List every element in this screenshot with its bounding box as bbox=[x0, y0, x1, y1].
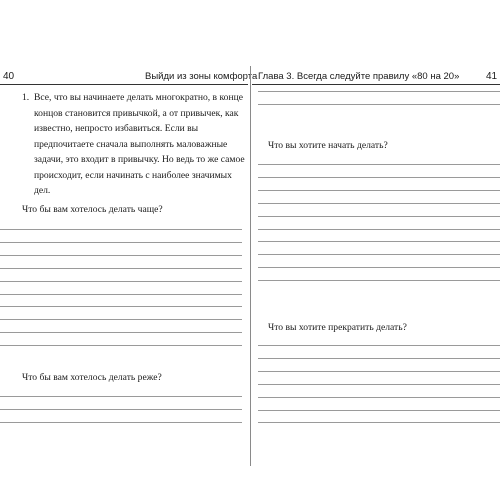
writing-line bbox=[0, 319, 242, 320]
writing-line bbox=[0, 281, 242, 282]
writing-line bbox=[258, 280, 500, 281]
writing-line bbox=[0, 242, 242, 243]
writing-line bbox=[0, 396, 242, 397]
writing-line bbox=[0, 229, 242, 230]
writing-line bbox=[0, 345, 242, 346]
writing-line bbox=[0, 306, 242, 307]
writing-line bbox=[258, 397, 500, 398]
writing-line bbox=[258, 241, 500, 242]
writing-line bbox=[0, 255, 242, 256]
writing-line bbox=[258, 358, 500, 359]
writing-line bbox=[258, 267, 500, 268]
list-item-text: Все, что вы начинаете делать многократно, в конце концов становится привычкой, а от привычек, как известно, непросто избавиться. Если вы предпочитаете сначала выполнять маловажные задачи, это входит в привычку. Но ведь то же самое происходит, если начинать с наиболее значимых дел. bbox=[34, 92, 245, 196]
writing-line bbox=[258, 371, 500, 372]
writing-line bbox=[258, 422, 500, 423]
question-start-doing: Что вы хотите начать делать? bbox=[268, 140, 388, 151]
writing-line bbox=[258, 104, 500, 105]
question-do-more: Что бы вам хотелось делать чаще? bbox=[22, 204, 163, 215]
writing-line bbox=[258, 190, 500, 191]
list-item-number: 1. bbox=[22, 92, 30, 103]
writing-line bbox=[258, 216, 500, 217]
book-spine bbox=[250, 66, 251, 466]
writing-line bbox=[258, 254, 500, 255]
writing-line bbox=[0, 294, 242, 295]
writing-line bbox=[258, 164, 500, 165]
right-page-number: 41 bbox=[486, 71, 498, 82]
writing-line bbox=[0, 268, 242, 269]
right-header-rule bbox=[252, 84, 500, 85]
writing-line bbox=[258, 203, 500, 204]
left-page-number: 40 bbox=[3, 71, 15, 82]
writing-line bbox=[258, 384, 500, 385]
left-running-head: Выйди из зоны комфорта bbox=[145, 71, 258, 82]
writing-line bbox=[258, 177, 500, 178]
writing-line bbox=[0, 332, 242, 333]
left-header-rule bbox=[0, 84, 248, 85]
writing-line bbox=[258, 345, 500, 346]
question-stop-doing: Что вы хотите прекратить делать? bbox=[268, 322, 407, 333]
writing-line bbox=[0, 409, 242, 410]
writing-line bbox=[258, 229, 500, 230]
writing-line bbox=[258, 91, 500, 92]
writing-line bbox=[258, 410, 500, 411]
right-running-head: Глава 3. Всегда следуйте правилу «80 на 20» bbox=[258, 71, 460, 82]
question-do-less: Что бы вам хотелось делать реже? bbox=[22, 372, 162, 383]
writing-line bbox=[0, 422, 242, 423]
